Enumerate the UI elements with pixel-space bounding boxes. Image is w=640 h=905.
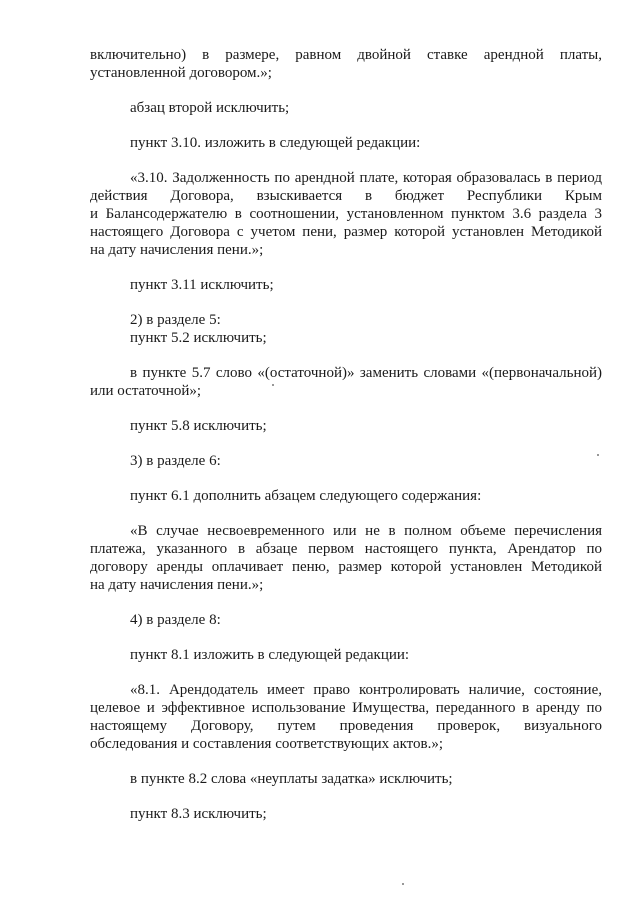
text-line: пункт 3.10. изложить в следующей редакции: [130, 135, 421, 151]
scan-speck [272, 384, 274, 386]
text-line: пункт 8.1 изложить в следующей редакции: [130, 647, 410, 663]
text-line: действия Договора, взыскивается в бюджет Республики Крым [90, 188, 602, 204]
text-line: «8.1. Арендодатель имеет право контролировать наличие, состояние, [130, 682, 602, 698]
text-line: 2) в разделе 5: [130, 312, 221, 328]
text-line: настоящего Договора с учетом пени, размер которой установлен Методикой [90, 224, 602, 240]
text-line: обследования и составления соответствующих актов.»; [90, 736, 444, 752]
text-line: и Балансодержателю в соотношении, установленном пунктом 3.6 раздела 3 [90, 206, 602, 222]
text-line: в пункте 5.7 слово «(остаточной)» заменить словами «(первоначальной) [130, 365, 602, 381]
text-line: 3) в разделе 6: [130, 453, 221, 469]
scan-speck [597, 454, 599, 456]
text-line: пункт 8.3 исключить; [130, 806, 267, 822]
text-line: целевое и эффективное использование Имущества, переданного в аренду по [90, 700, 602, 716]
text-line: настоящему Договору, путем проведения проверок, визуального [90, 718, 602, 734]
text-line: договору аренды оплачивает пеню, размер которой установлен Методикой [90, 559, 602, 575]
text-line: на дату начисления пени.»; [90, 242, 264, 258]
text-line: «3.10. Задолженность по арендной плате, которая образовалась в период [130, 170, 602, 186]
text-line: пункт 3.11 исключить; [130, 277, 274, 293]
scan-speck [402, 883, 404, 885]
text-line: платежа, указанного в абзаце первом настоящего пункта, Арендатор по [90, 541, 602, 557]
text-line: абзац второй исключить; [130, 100, 290, 116]
text-line: установленной договором.»; [90, 65, 272, 81]
text-line: «В случае несвоевременного или не в полном объеме перечисления [130, 523, 602, 539]
text-line: 4) в разделе 8: [130, 612, 221, 628]
text-line: в пункте 8.2 слова «неуплаты задатка» исключить; [130, 771, 453, 787]
text-line: на дату начисления пени.»; [90, 577, 264, 593]
text-line: включительно) в размере, равном двойной ставке арендной платы, [90, 47, 602, 63]
text-line: пункт 5.8 исключить; [130, 418, 267, 434]
text-line: пункт 6.1 дополнить абзацем следующего содержания: [130, 488, 482, 504]
text-line: пункт 5.2 исключить; [130, 330, 267, 346]
text-line: или остаточной»; [90, 383, 202, 399]
